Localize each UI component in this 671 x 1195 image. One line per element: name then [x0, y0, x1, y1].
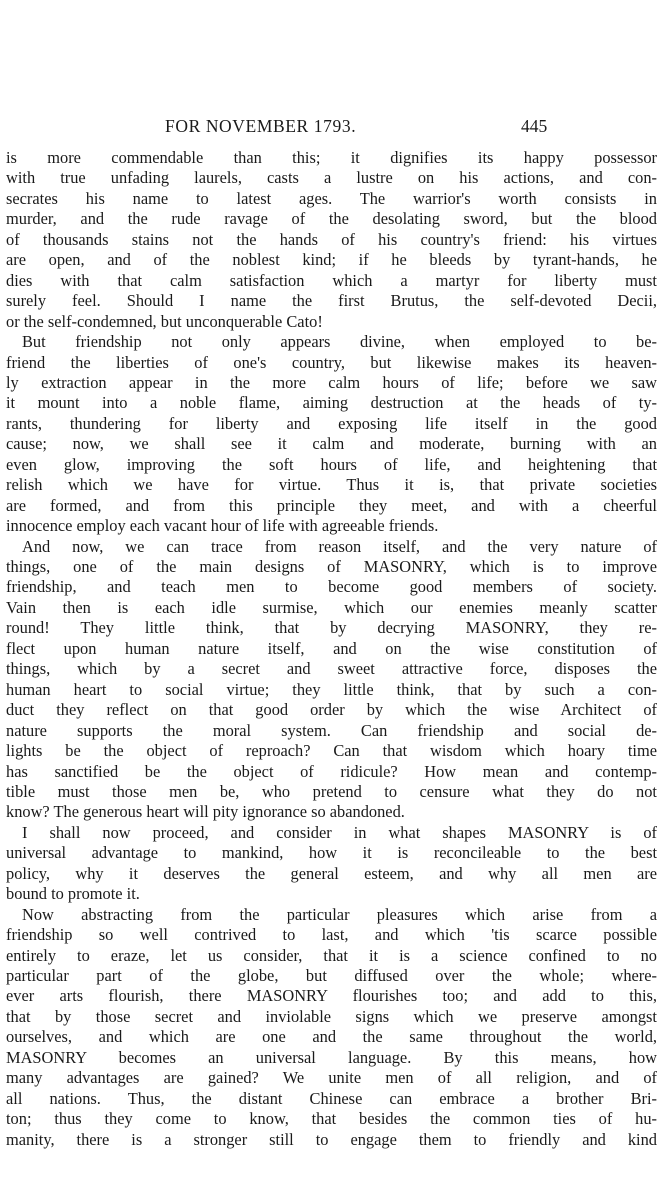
text-line: MASONRY becomes an universal language. By this means, how: [6, 1047, 657, 1067]
text-line: are formed, and from this principle they meet, and with a cheerful: [6, 495, 657, 515]
text-line: manity, there is a stronger still to engage them to friendly and kind: [6, 1129, 657, 1149]
page-header: [0, 116, 671, 144]
text-line: has sanctified be the object of ridicule? How mean and contemp-: [6, 761, 657, 781]
text-line: Vain then is each idle surmise, which our enemies meanly scatter: [6, 597, 657, 617]
text-line: I shall now proceed, and consider in what shapes MASONRY is of: [22, 822, 657, 842]
text-line: duct they reflect on that good order by which the wise Architect of: [6, 700, 657, 720]
text-line: with true unfading laurels, casts a lustre on his actions, and con-: [6, 168, 657, 188]
text-line: things, which by a secret and sweet attractive force, disposes the: [6, 659, 657, 679]
text-line: tible must those men be, who pretend to censure what they do not: [6, 781, 657, 801]
text-line: nature supports the moral system. Can friendship and social de-: [6, 720, 657, 740]
text-line: particular part of the globe, but diffused over the whole; where-: [6, 966, 657, 985]
text-line: innocence employ each vacant hour of life with agreeable friends.: [6, 516, 439, 536]
text-line: Now abstracting from the particular pleasures which arise from a: [22, 904, 657, 924]
text-line: friendship so well contrived to last, and which 'tis scarce possible: [6, 925, 657, 945]
text-line: even glow, improving the soft hours of life, and heightening that: [6, 454, 657, 474]
text-line: are open, and of the noblest kind; if he bleeds by tyrant-hands, he: [6, 250, 657, 270]
text-line: And now, we can trace from reason itself, and the very nature of: [22, 536, 657, 556]
text-line: surely feel. Should I name the first Brutus, the self-devoted Decii,: [6, 291, 657, 311]
text-line: of thousands stains not the hands of his country's friend: his virtues: [6, 229, 657, 249]
text-line: know? The generous heart will pity ignorance so abandoned.: [6, 802, 405, 822]
text-line: things, one of the main designs of MASONRY, which is to improve: [6, 557, 657, 576]
text-line: murder, and the rude ravage of the desolating sword, but the blood: [6, 209, 657, 229]
text-line: ly extraction appear in the more calm hours of life; before we saw: [6, 372, 657, 392]
text-line: lights be the object of reproach? Can that wisdom which hoary time: [6, 741, 657, 761]
text-line: universal advantage to mankind, how it is reconcileable to the best: [6, 843, 657, 863]
text-line: ever arts flourish, there MASONRY flourishes too; and add to this,: [6, 986, 657, 1006]
text-line: secrates his name to latest ages. The warrior's worth consists in: [6, 188, 657, 208]
text-line: entirely to eraze, let us consider, that it is a science confined to no: [6, 945, 657, 965]
text-line: is more commendable than this; it dignifies its happy possessor: [6, 148, 657, 167]
text-line: ourselves, and which are one and the same throughout the world,: [6, 1027, 657, 1047]
text-line: that by those secret and inviolable signs which we preserve amongst: [6, 1006, 657, 1026]
text-line: cause; now, we shall see it calm and moderate, burning with an: [6, 434, 657, 454]
text-line: round! They little think, that by decrying MASONRY, they re-: [6, 618, 657, 638]
text-line: But friendship not only appears divine, when employed to be-: [22, 332, 657, 352]
text-line: policy, why it deserves the general esteem, and why all men are: [6, 863, 657, 883]
text-line: dies with that calm satisfaction which a martyr for liberty must: [6, 270, 657, 290]
text-line: friend the liberties of one's country, but likewise makes its heaven-: [6, 352, 657, 372]
text-line: human heart to social virtue; they little think, that by such a con-: [6, 679, 657, 699]
text-line: or the self-condemned, but unconquerable Cato!: [6, 311, 323, 331]
text-line: bound to promote it.: [6, 884, 140, 904]
text-line: it mount into a noble flame, aiming destruction at the heads of ty-: [6, 393, 657, 413]
text-line: many advantages are gained? We unite men of all religion, and of: [6, 1068, 657, 1088]
text-line: ton; thus they come to know, that besides the common ties of hu-: [6, 1109, 657, 1129]
text-line: rants, thundering for liberty and exposing life itself in the good: [6, 413, 657, 433]
page-number: 445: [521, 116, 548, 136]
running-head: FOR NOVEMBER 1793.: [165, 116, 357, 136]
text-line: flect upon human nature itself, and on the wise constitution of: [6, 638, 657, 658]
text-line: friendship, and teach men to become good members of society.: [6, 577, 657, 597]
text-line: all nations. Thus, the distant Chinese can embrace a brother Bri-: [6, 1088, 657, 1108]
text-line: relish which we have for virtue. Thus it is, that private societies: [6, 475, 657, 495]
